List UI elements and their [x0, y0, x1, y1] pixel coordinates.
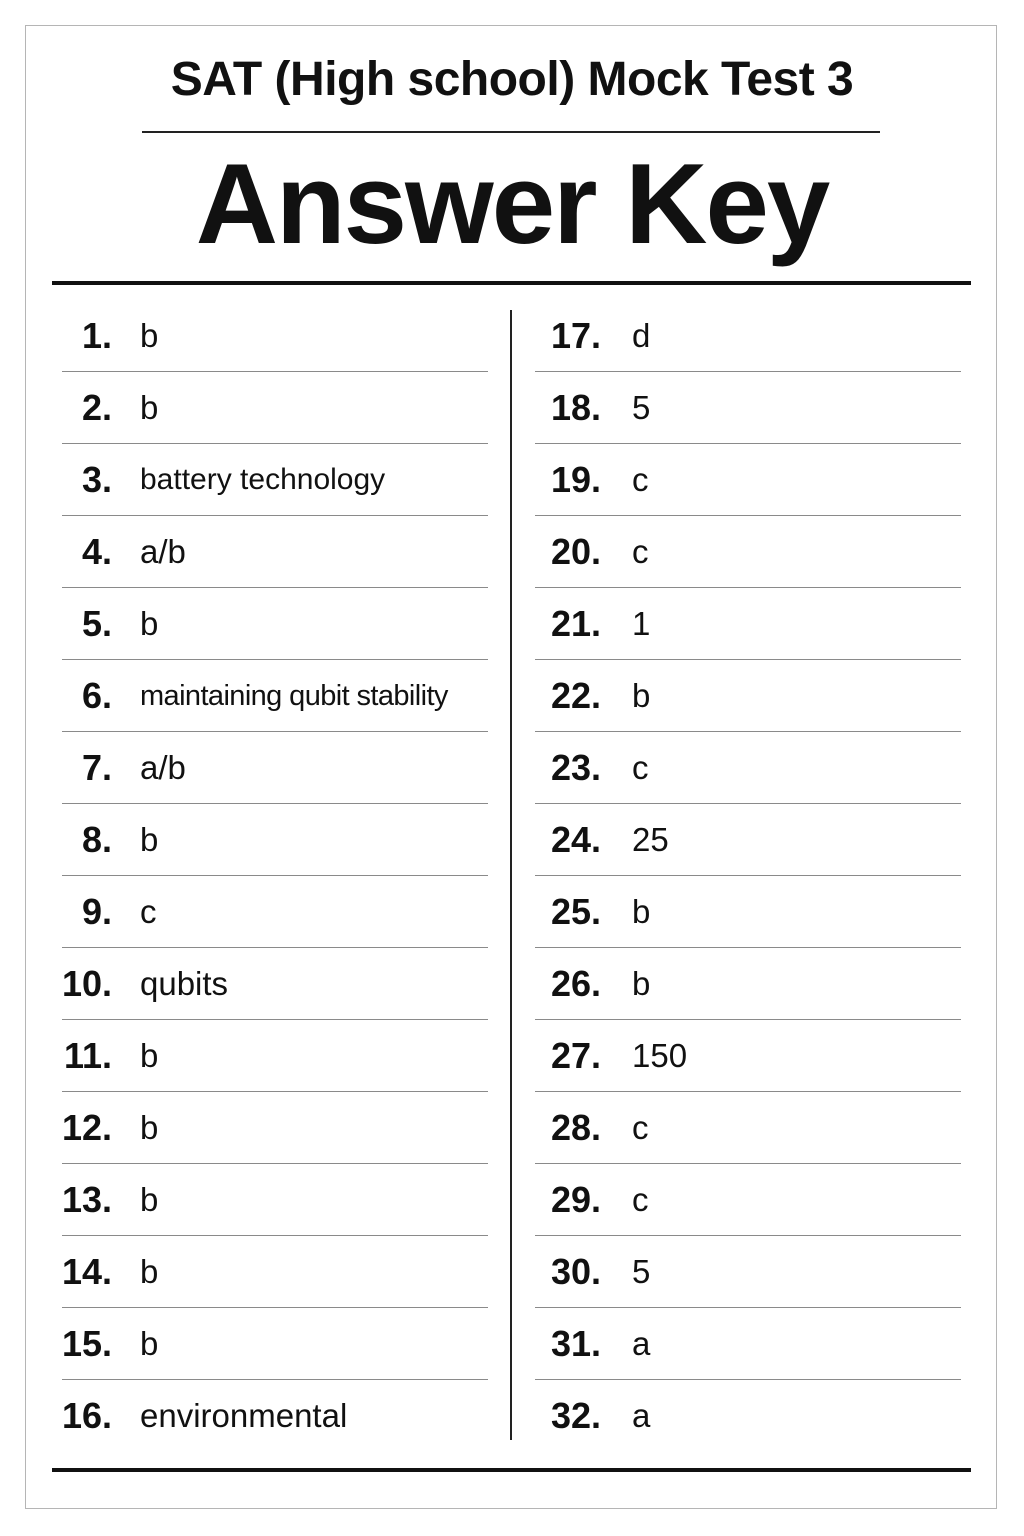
answer-value: c: [632, 1181, 649, 1218]
answer-row: [62, 1236, 488, 1308]
answer-row: [535, 732, 961, 804]
question-number: 22.: [550, 675, 601, 716]
answer-row: [62, 1308, 488, 1380]
answer-value: c: [140, 893, 157, 930]
answer-value: 25: [632, 821, 669, 858]
question-number: 31.: [550, 1323, 601, 1364]
question-number: 7.: [81, 747, 112, 788]
answer-value: b: [140, 821, 159, 858]
answer-value: a: [632, 1397, 651, 1434]
answer-row: [535, 444, 961, 516]
answer-row: [62, 588, 488, 660]
answer-row: [62, 372, 488, 444]
answer-row: [62, 1164, 488, 1236]
answers-right-column: [535, 300, 961, 1452]
question-number: 4.: [81, 531, 112, 572]
answer-row: [535, 300, 961, 372]
answer-row: [62, 1092, 488, 1164]
answer-value: a/b: [140, 533, 186, 570]
answer-value: c: [632, 749, 649, 786]
answer-row: [535, 1236, 961, 1308]
answer-value: battery technology: [140, 463, 386, 496]
answer-value: b: [140, 605, 159, 642]
question-number: 9.: [81, 891, 112, 932]
question-number: 18.: [550, 387, 601, 428]
answer-value: a/b: [140, 749, 186, 786]
answer-value: b: [140, 1181, 159, 1218]
answer-value: b: [632, 893, 651, 930]
column-divider: [510, 310, 512, 1440]
question-number: 10.: [61, 963, 112, 1004]
answer-value: 5: [632, 389, 651, 426]
question-number: 3.: [81, 459, 112, 500]
question-number: 27.: [550, 1035, 601, 1076]
question-number: 14.: [61, 1251, 112, 1292]
answer-value: 150: [632, 1037, 688, 1074]
question-number: 6.: [81, 675, 112, 716]
question-number: 24.: [550, 819, 601, 860]
answer-value: c: [632, 1109, 649, 1146]
answer-row: [535, 1380, 961, 1452]
question-number: 8.: [81, 819, 112, 860]
answer-value: 1: [632, 605, 651, 642]
answer-row: [535, 1164, 961, 1236]
answer-row: [535, 660, 961, 732]
answer-value: b: [632, 677, 651, 714]
answer-value: b: [140, 1109, 159, 1146]
question-number: 19.: [550, 459, 601, 500]
question-number: 25.: [550, 891, 601, 932]
question-number: 1.: [81, 315, 112, 356]
question-number: 15.: [61, 1323, 112, 1364]
answer-row: [62, 1020, 488, 1092]
answer-row: [62, 948, 488, 1020]
answer-value: b: [140, 1253, 159, 1290]
question-number: 20.: [550, 531, 601, 572]
question-number: 28.: [550, 1107, 601, 1148]
answer-value: c: [632, 533, 649, 570]
answer-value: environmental: [140, 1397, 348, 1434]
answer-row: [535, 876, 961, 948]
answer-row: [62, 1380, 488, 1452]
header-divider: [52, 281, 971, 285]
test-subtitle: SAT (High school) Mock Test 3: [170, 53, 854, 106]
answer-row: [535, 516, 961, 588]
answer-row: [535, 1308, 961, 1380]
answer-row: [535, 372, 961, 444]
answer-value: b: [140, 1325, 159, 1362]
footer-divider: [52, 1468, 971, 1472]
answer-row: [62, 876, 488, 948]
answer-row: [62, 516, 488, 588]
answer-row: [62, 804, 488, 876]
answer-value: 5: [632, 1253, 651, 1290]
question-number: 29.: [550, 1179, 601, 1220]
answer-value: c: [632, 461, 649, 498]
question-number: 12.: [61, 1107, 112, 1148]
answer-value: b: [140, 317, 159, 354]
answer-value: qubits: [140, 965, 229, 1002]
answer-row: [62, 300, 488, 372]
question-number: 5.: [81, 603, 112, 644]
page-title: Answer Key: [195, 141, 829, 268]
question-number: 13.: [61, 1179, 112, 1220]
question-number: 32.: [550, 1395, 601, 1436]
answer-row: [535, 804, 961, 876]
answer-row: [62, 732, 488, 804]
answer-value: maintaining qubit stability: [140, 680, 448, 712]
answer-row: [535, 1092, 961, 1164]
answer-row: [62, 660, 488, 732]
answer-value: b: [140, 1037, 159, 1074]
answer-value: b: [140, 389, 159, 426]
question-number: 17.: [550, 315, 601, 356]
question-number: 2.: [81, 387, 112, 428]
question-number: 23.: [550, 747, 601, 788]
subtitle-divider: [142, 131, 880, 133]
answers-left-column: [62, 300, 488, 1452]
answer-value: b: [632, 965, 651, 1002]
answer-row: [535, 1020, 961, 1092]
answer-value: a: [632, 1325, 651, 1362]
question-number: 30.: [550, 1251, 601, 1292]
answer-row: [62, 444, 488, 516]
question-number: 11.: [63, 1035, 112, 1076]
question-number: 21.: [550, 603, 601, 644]
answer-row: [535, 588, 961, 660]
question-number: 26.: [550, 963, 601, 1004]
question-number: 16.: [61, 1395, 112, 1436]
answer-row: [535, 948, 961, 1020]
answer-value: d: [632, 317, 651, 354]
